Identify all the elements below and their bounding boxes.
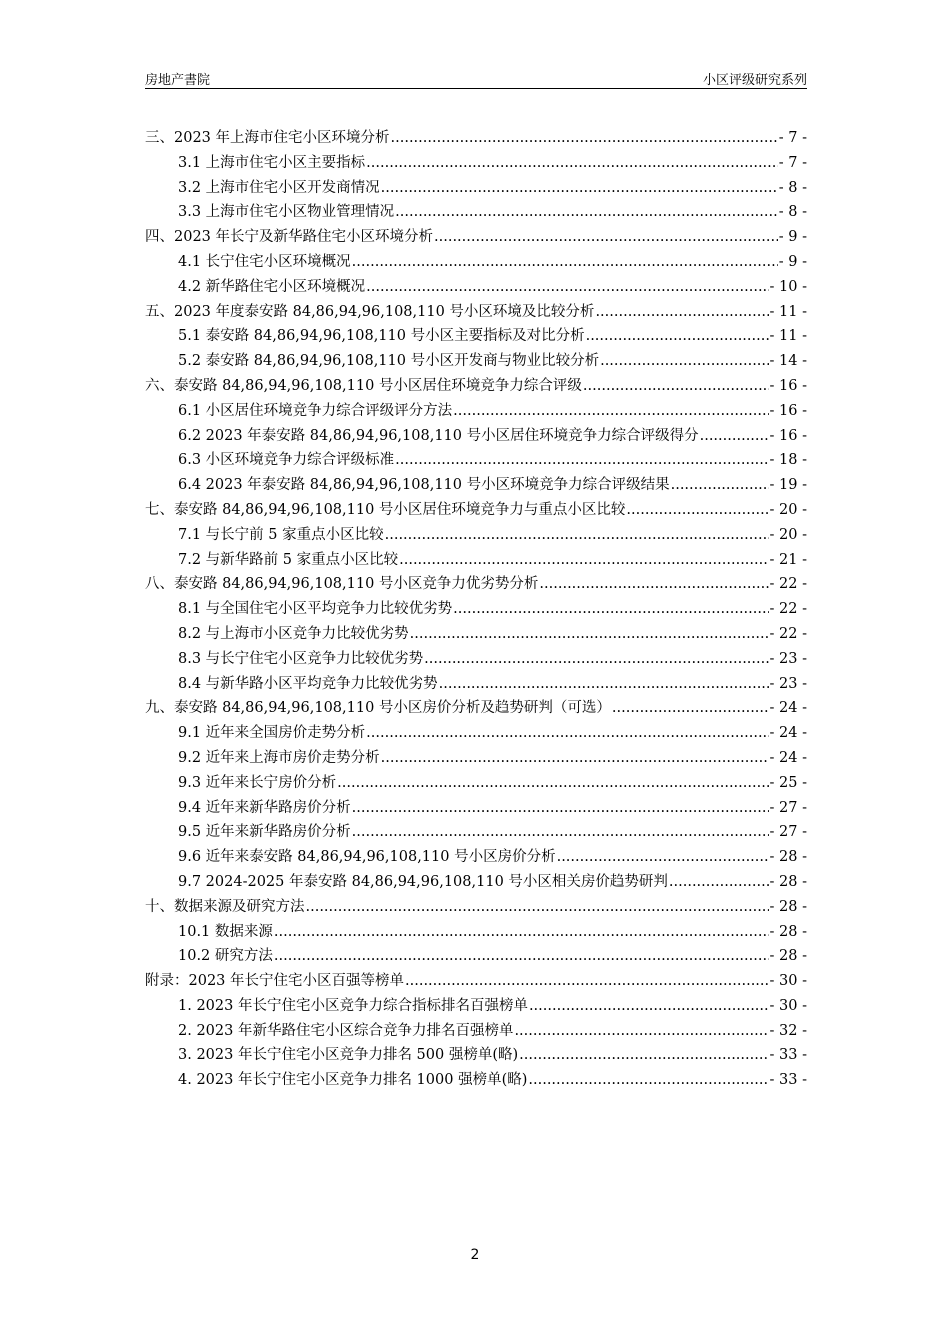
toc-section-entry[interactable] xyxy=(145,176,807,201)
toc-section-entry[interactable] xyxy=(145,250,807,275)
toc-dot-leader xyxy=(274,944,769,969)
toc-entry-title: 四、2023 年长宁及新华路住宅小区环境分析 xyxy=(145,229,434,246)
toc-dot-leader xyxy=(424,647,768,672)
toc-entry-page: - 25 - xyxy=(769,774,807,791)
toc-entry-title: 5.1 泰安路 84,86,94,96,108,110 号小区主要指标及对比分析 xyxy=(178,328,585,345)
toc-dot-leader xyxy=(352,796,769,821)
toc-dot-leader xyxy=(439,672,769,697)
toc-section-entry[interactable] xyxy=(145,845,807,870)
toc-entry-title: 3.1 上海市住宅小区主要指标 xyxy=(178,154,366,171)
toc-chapter-entry[interactable] xyxy=(145,126,807,151)
toc-entry-page: - 23 - xyxy=(769,650,807,667)
toc-chapter-entry[interactable] xyxy=(145,572,807,597)
toc-dot-leader xyxy=(595,300,768,325)
toc-dot-leader xyxy=(612,696,769,721)
toc-entry-page: - 28 - xyxy=(769,849,807,866)
page-header xyxy=(145,66,807,89)
toc-entry-page: - 9 - xyxy=(778,253,807,270)
toc-entry-title: 6.1 小区居住环境竞争力综合评级评分方法 xyxy=(178,402,453,419)
toc-dot-leader xyxy=(366,721,768,746)
toc-dot-leader xyxy=(366,151,778,176)
toc-section-entry[interactable] xyxy=(145,1068,807,1093)
toc-entry-page: - 7 - xyxy=(778,154,807,171)
toc-dot-leader xyxy=(529,994,769,1019)
toc-dot-leader xyxy=(557,845,769,870)
toc-section-entry[interactable] xyxy=(145,597,807,622)
toc-entry-title: 9.7 2024-2025 年泰安路 84,86,94,96,108,110 号小区相关房价趋势研判 xyxy=(178,873,668,890)
toc-entry-page: - 28 - xyxy=(769,948,807,965)
toc-entry-title: 8.1 与全国住宅小区平均竞争力比较优劣势 xyxy=(178,601,453,618)
header-right-title: 小区评级研究系列 xyxy=(702,73,807,88)
toc-entry-title: 三、2023 年上海市住宅小区环境分析 xyxy=(145,130,390,146)
toc-entry-title: 3. 2023 年长宁住宅小区竞争力排名 500 强榜单(略) xyxy=(178,1047,519,1064)
toc-entry-page: - 30 - xyxy=(769,973,807,990)
toc-section-entry[interactable] xyxy=(145,796,807,821)
toc-entry-page: - 16 - xyxy=(769,402,807,419)
toc-entry-page: - 8 - xyxy=(778,204,807,221)
toc-entry-title: 8.2 与上海市小区竞争力比较优劣势 xyxy=(178,625,409,642)
toc-section-entry[interactable] xyxy=(145,647,807,672)
toc-dot-leader xyxy=(434,225,778,250)
toc-entry-title: 9.1 近年来全国房价走势分析 xyxy=(178,725,366,742)
toc-dot-leader xyxy=(395,448,768,473)
toc-entry-page: - 11 - xyxy=(769,303,807,320)
toc-dot-leader xyxy=(405,969,769,994)
toc-chapter-entry[interactable] xyxy=(145,225,807,250)
toc-entry-page: - 16 - xyxy=(769,427,807,444)
toc-section-entry[interactable] xyxy=(145,994,807,1019)
toc-dot-leader xyxy=(600,349,768,374)
toc-dot-leader xyxy=(514,1019,768,1044)
toc-entry-title: 八、泰安路 84,86,94,96,108,110 号小区竞争力优劣势分析 xyxy=(145,576,539,593)
toc-entry-title: 9.6 近年来泰安路 84,86,94,96,108,110 号小区房价分析 xyxy=(178,849,556,866)
toc-entry-page: - 7 - xyxy=(778,130,807,146)
toc-entry-page: - 30 - xyxy=(769,997,807,1014)
toc-dot-leader xyxy=(352,820,769,845)
toc-entry-title: 1. 2023 年长宁住宅小区竞争力综合指标排名百强榜单 xyxy=(178,997,528,1014)
toc-section-entry[interactable] xyxy=(145,349,807,374)
toc-entry-title: 九、泰安路 84,86,94,96,108,110 号小区房价分析及趋势研判（可选） xyxy=(145,700,611,717)
toc-entry-page: - 33 - xyxy=(769,1047,807,1064)
toc-entry-title: 5.2 泰安路 84,86,94,96,108,110 号小区开发商与物业比较分析 xyxy=(178,353,600,370)
toc-entry-title: 8.4 与新华路小区平均竞争力比较优劣势 xyxy=(178,675,438,692)
toc-dot-leader xyxy=(539,572,768,597)
toc-entry-page: - 23 - xyxy=(769,675,807,692)
toc-entry-title: 10.2 研究方法 xyxy=(178,948,273,965)
toc-entry-title: 3.3 上海市住宅小区物业管理情况 xyxy=(178,204,395,221)
toc-section-entry[interactable] xyxy=(145,672,807,697)
toc-entry-page: - 14 - xyxy=(769,353,807,370)
toc-entry-page: - 24 - xyxy=(769,749,807,766)
toc-dot-leader xyxy=(381,746,769,771)
toc-entry-title: 10.1 数据来源 xyxy=(178,923,273,940)
toc-entry-title: 6.2 2023 年泰安路 84,86,94,96,108,110 号小区居住环境竞争力综合评级得分 xyxy=(178,427,699,444)
toc-chapter-entry[interactable] xyxy=(145,374,807,399)
toc-entry-page: - 27 - xyxy=(769,799,807,816)
toc-entry-title: 十、数据来源及研究方法 xyxy=(145,898,305,915)
toc-entry-title: 七、泰安路 84,86,94,96,108,110 号小区居住环境竞争力与重点小区比较 xyxy=(145,501,626,518)
toc-entry-page: - 18 - xyxy=(769,452,807,469)
toc-dot-leader xyxy=(381,176,778,201)
toc-chapter-entry[interactable] xyxy=(145,969,807,994)
toc-entry-title: 9.4 近年来新华路房价分析 xyxy=(178,799,351,816)
toc-dot-leader xyxy=(586,324,769,349)
toc-dot-leader xyxy=(306,895,769,920)
toc-entry-page: - 19 - xyxy=(769,477,807,494)
toc-entry-page: - 28 - xyxy=(769,923,807,940)
toc-entry-page: - 10 - xyxy=(769,278,807,295)
toc-dot-leader xyxy=(669,870,769,895)
toc-entry-page: - 27 - xyxy=(769,824,807,841)
toc-dot-leader xyxy=(583,374,769,399)
toc-entry-page: - 11 - xyxy=(769,328,807,345)
toc-section-entry[interactable] xyxy=(145,324,807,349)
toc-entry-page: - 22 - xyxy=(769,625,807,642)
toc-entry-title: 六、泰安路 84,86,94,96,108,110 号小区居住环境竞争力综合评级 xyxy=(145,377,582,394)
toc-dot-leader xyxy=(274,920,769,945)
toc-section-entry[interactable] xyxy=(145,820,807,845)
toc-section-entry[interactable] xyxy=(145,548,807,573)
toc-entry-title: 五、2023 年度泰安路 84,86,94,96,108,110 号小区环境及比较分析 xyxy=(145,303,595,320)
toc-section-entry[interactable] xyxy=(145,473,807,498)
toc-entry-page: - 16 - xyxy=(769,377,807,394)
page-number: 2 xyxy=(470,1247,480,1263)
toc-section-entry[interactable] xyxy=(145,920,807,945)
header-left-title: 房地产書院 xyxy=(145,73,211,88)
toc-dot-leader xyxy=(337,771,768,796)
toc-dot-leader xyxy=(399,548,768,573)
toc-entry-title: 6.4 2023 年泰安路 84,86,94,96,108,110 号小区环境竞争力综合评级结果 xyxy=(178,477,670,494)
toc-entry-page: - 20 - xyxy=(769,526,807,543)
toc-section-entry[interactable] xyxy=(145,771,807,796)
toc-entry-page: - 22 - xyxy=(769,601,807,618)
toc-dot-leader xyxy=(453,399,768,424)
toc-entry-title: 9.2 近年来上海市房价走势分析 xyxy=(178,749,380,766)
toc-entry-page: - 20 - xyxy=(769,501,807,518)
toc-entry-title: 3.2 上海市住宅小区开发商情况 xyxy=(178,179,380,196)
toc-entry-page: - 22 - xyxy=(769,576,807,593)
toc-section-entry[interactable] xyxy=(145,870,807,895)
toc-entry-page: - 32 - xyxy=(769,1022,807,1039)
toc-dot-leader xyxy=(385,523,769,548)
toc-entry-title: 8.3 与长宁住宅小区竞争力比较优劣势 xyxy=(178,650,424,667)
toc-dot-leader xyxy=(671,473,769,498)
toc-chapter-entry[interactable] xyxy=(145,696,807,721)
toc-chapter-entry[interactable] xyxy=(145,300,807,325)
toc-dot-leader xyxy=(410,622,769,647)
toc-section-entry[interactable] xyxy=(145,622,807,647)
toc-dot-leader xyxy=(366,275,768,300)
toc-entry-page: - 9 - xyxy=(778,229,807,246)
toc-chapter-entry[interactable] xyxy=(145,498,807,523)
toc-section-entry[interactable] xyxy=(145,721,807,746)
toc-entry-page: - 8 - xyxy=(778,179,807,196)
toc-dot-leader xyxy=(395,200,778,225)
toc-dot-leader xyxy=(519,1043,768,1068)
toc-entry-page: - 28 - xyxy=(769,873,807,890)
table-of-contents xyxy=(145,126,807,1093)
toc-section-entry[interactable] xyxy=(145,200,807,225)
toc-section-entry[interactable] xyxy=(145,399,807,424)
toc-section-entry[interactable] xyxy=(145,1019,807,1044)
toc-section-entry[interactable] xyxy=(145,424,807,449)
toc-section-entry[interactable] xyxy=(145,944,807,969)
toc-entry-title: 4.1 长宁住宅小区环境概况 xyxy=(178,253,351,270)
toc-section-entry[interactable] xyxy=(145,275,807,300)
toc-section-entry[interactable] xyxy=(145,448,807,473)
toc-entry-title: 7.2 与新华路前 5 家重点小区比较 xyxy=(178,551,399,568)
toc-section-entry[interactable] xyxy=(145,523,807,548)
toc-entry-page: - 24 - xyxy=(769,725,807,742)
toc-dot-leader xyxy=(528,1068,768,1093)
toc-section-entry[interactable] xyxy=(145,1043,807,1068)
toc-dot-leader xyxy=(391,126,778,151)
toc-dot-leader xyxy=(626,498,768,523)
toc-entry-title: 9.3 近年来长宁房价分析 xyxy=(178,774,337,791)
toc-dot-leader xyxy=(700,424,769,449)
toc-chapter-entry[interactable] xyxy=(145,895,807,920)
toc-entry-title: 6.3 小区环境竞争力综合评级标准 xyxy=(178,452,395,469)
toc-entry-page: - 28 - xyxy=(769,898,807,915)
toc-entry-title: 4. 2023 年长宁住宅小区竞争力排名 1000 强榜单(略) xyxy=(178,1072,528,1089)
toc-entry-page: - 24 - xyxy=(769,700,807,717)
toc-entry-title: 4.2 新华路住宅小区环境概况 xyxy=(178,278,366,295)
toc-entry-page: - 21 - xyxy=(769,551,807,568)
toc-section-entry[interactable] xyxy=(145,746,807,771)
toc-dot-leader xyxy=(453,597,768,622)
toc-entry-title: 2. 2023 年新华路住宅小区综合竞争力排名百强榜单 xyxy=(178,1022,514,1039)
toc-entry-title: 7.1 与长宁前 5 家重点小区比较 xyxy=(178,526,384,543)
toc-entry-title: 9.5 近年来新华路房价分析 xyxy=(178,824,351,841)
toc-section-entry[interactable] xyxy=(145,151,807,176)
toc-dot-leader xyxy=(352,250,778,275)
toc-entry-page: - 33 - xyxy=(769,1072,807,1089)
toc-entry-title: 附录：2023 年长宁住宅小区百强等榜单 xyxy=(145,973,405,990)
